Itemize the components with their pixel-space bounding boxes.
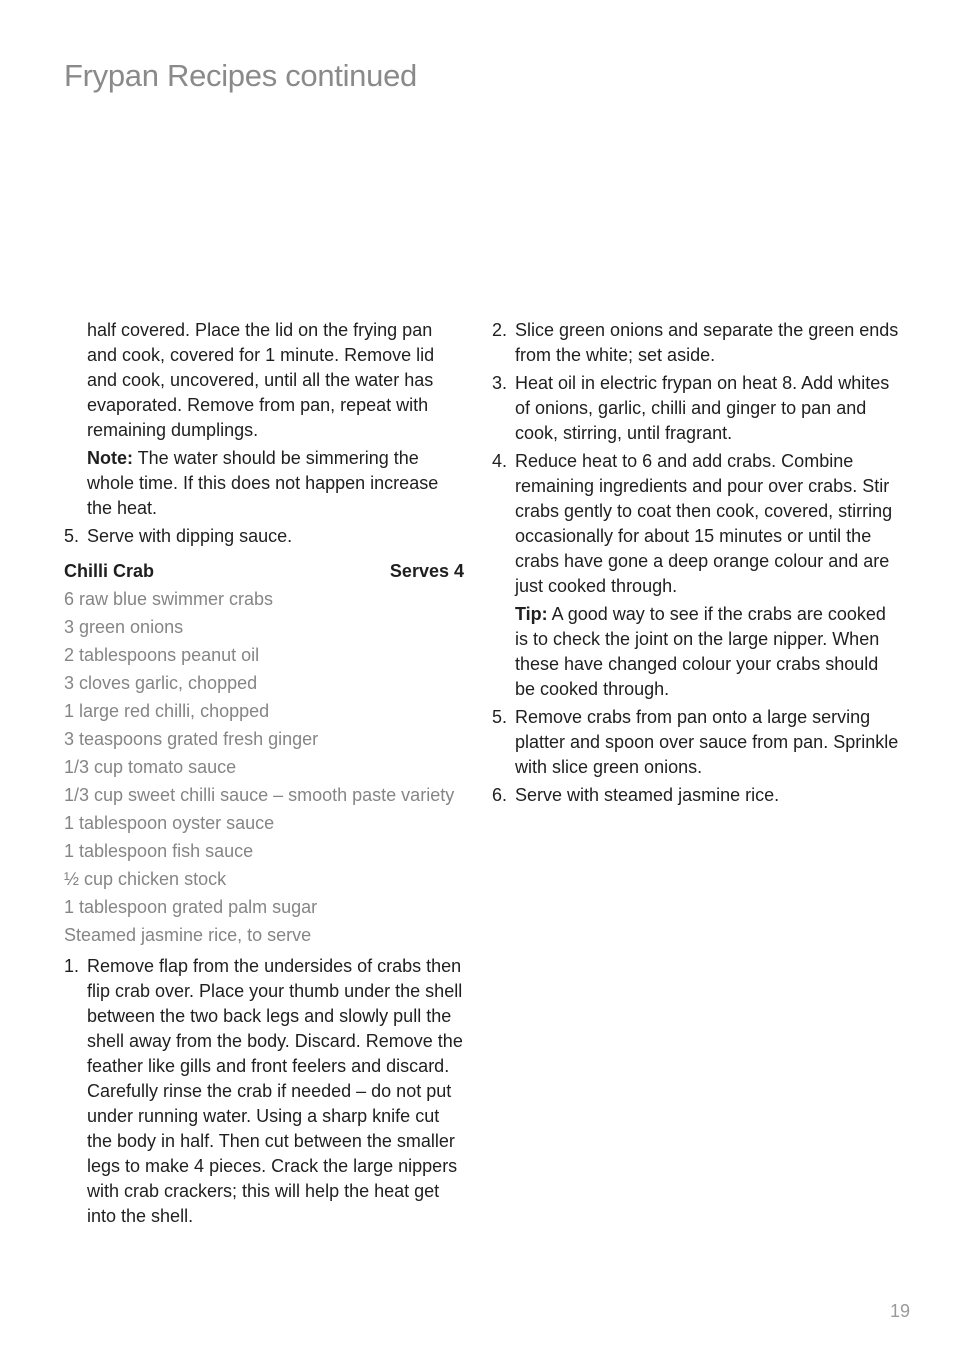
step-text: Serve with dipping sauce. (87, 526, 293, 546)
recipe-step-5 (492, 705, 902, 780)
note-paragraph (64, 446, 464, 521)
step-text: Serve with steamed jasmine rice. (515, 785, 780, 805)
recipe-step-1 (64, 954, 464, 1229)
ingredient-item: 1 tablespoon oyster sauce (64, 813, 275, 833)
step-text: Slice green onions and separate the green ends from the white; set aside. (515, 320, 899, 365)
continuation-paragraph: half covered. Place the lid on the frying pan and cook, covered for 1 minute. Remove lid and cook, uncovered, until all the water has evaporated. Remove from pan, repeat with remaining dumplings. (87, 320, 435, 440)
ingredient-list (64, 587, 464, 948)
recipe-title: Chilli Crab (64, 561, 155, 581)
step-number: 6. (492, 785, 508, 805)
ingredient-item: 1 tablespoon fish sauce (64, 841, 254, 861)
step-number: 5. (492, 707, 508, 727)
ingredient-item: Steamed jasmine rice, to serve (64, 925, 312, 945)
step-text: Heat oil in electric frypan on heat 8. Add whites of onions, garlic, chilli and ginger to pan and cook, stirring, until fragrant. (515, 373, 890, 443)
tip-text: A good way to see if the crabs are cooked is to check the joint on the large nipper. When these have changed colour your crabs should be cooked through. (515, 604, 886, 699)
page-title: Frypan Recipes continued (64, 58, 417, 93)
step-number: 3. (492, 373, 508, 393)
ingredient-item: 3 green onions (64, 617, 184, 637)
step-number: 1. (64, 956, 80, 976)
ingredient-item: 6 raw blue swimmer crabs (64, 589, 274, 609)
step-number: 5. (64, 526, 80, 546)
ingredient-item: 3 teaspoons grated fresh ginger (64, 729, 319, 749)
recipe-step-6 (492, 783, 902, 808)
note-label: Note: (87, 448, 133, 468)
ingredient-item: 1 large red chilli, chopped (64, 701, 270, 721)
step-text: Remove flap from the undersides of crabs then flip crab over. Place your thumb under the shell between the two back legs and slowly pull the shell away from the body. Discard. Remove the feather like gills and front feelers and discard. Carefully rinse the crab if needed – do not put under running water. Using a sharp knife cut the body in half. Then cut between the smaller legs to make 4 pieces. Crack the large nippers with crab crackers; this will help the heat get into the shell. (87, 956, 463, 1226)
recipe-step-2 (492, 318, 902, 368)
tip-label: Tip: (515, 604, 548, 624)
step-number: 2. (492, 320, 508, 340)
right-column (492, 318, 902, 811)
step-text: Reduce heat to 6 and add crabs. Combine remaining ingredients and pour over crabs. Stir crabs gently to coat then cook, covered, stirring occasionally for about 15 minutes or until the crabs have gone a deep orange colour and are just cooked through. (515, 451, 893, 596)
step-number: 4. (492, 451, 508, 471)
tip-paragraph (492, 602, 902, 702)
ingredient-item: 2 tablespoons peanut oil (64, 645, 260, 665)
ingredient-item: 3 cloves garlic, chopped (64, 673, 258, 693)
ingredient-item: 1/3 cup tomato sauce (64, 757, 237, 777)
recipe-heading (64, 559, 464, 584)
step-text: Remove crabs from pan onto a large serving platter and spoon over sauce from pan. Sprinkle with slice green onions. (515, 707, 899, 777)
recipe-step-4 (492, 449, 902, 599)
ingredient-item: 1 tablespoon grated palm sugar (64, 897, 318, 917)
recipe-step-3 (492, 371, 902, 446)
ingredient-item: ½ cup chicken stock (64, 869, 227, 889)
ingredient-item: 1/3 cup sweet chilli sauce – smooth paste variety (64, 785, 455, 805)
note-text: The water should be simmering the whole time. If this does not happen increase the heat. (87, 448, 439, 518)
page-number: 19 (889, 1301, 910, 1321)
recipe-serves: Serves 4 (389, 561, 464, 581)
left-column (64, 318, 464, 1232)
previous-recipe-step-5 (64, 524, 464, 549)
